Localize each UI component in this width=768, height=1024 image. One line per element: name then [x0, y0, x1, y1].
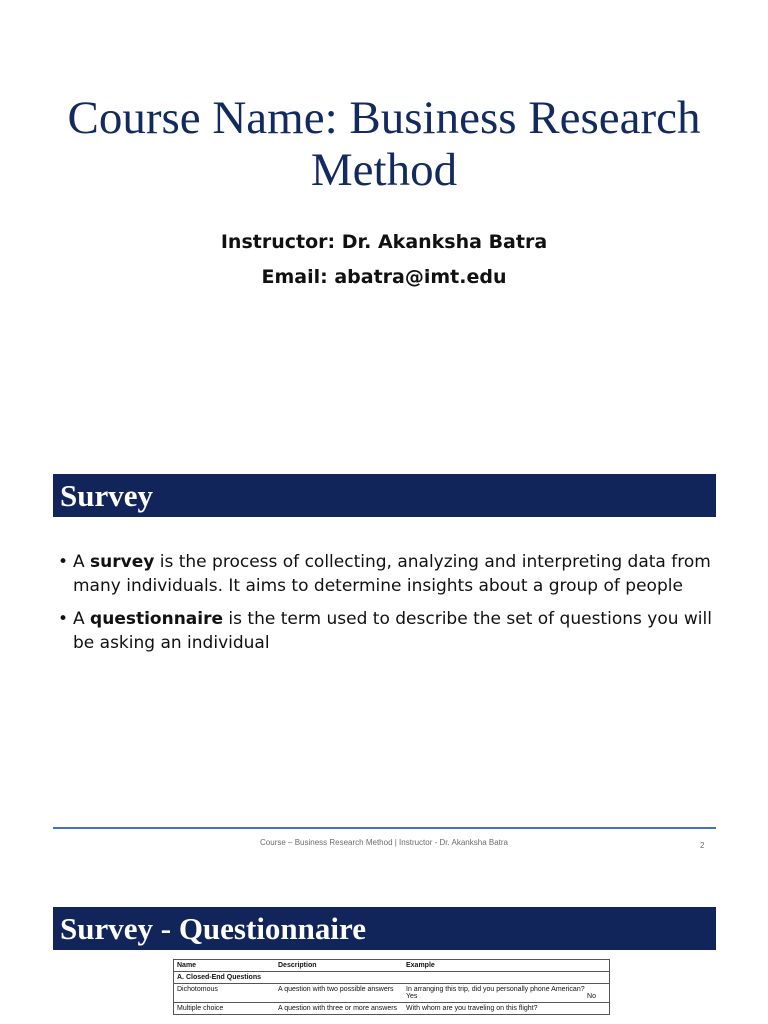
- section-label: A. Closed-End Questions: [177, 974, 262, 981]
- instructor-email: Email: abatra@imt.edu: [261, 266, 507, 288]
- column-header: Description: [278, 962, 317, 969]
- option-yes: Yes: [406, 993, 418, 1000]
- page-number: 2: [700, 841, 705, 850]
- example-options: [406, 993, 606, 1000]
- table-row: [174, 984, 609, 1003]
- table-row: [174, 1003, 609, 1015]
- column-header: Name: [177, 962, 197, 969]
- questionnaire-title: Survey - Questionnaire: [60, 911, 366, 946]
- bullet-dot-icon: •: [58, 609, 69, 629]
- survey-title-bar: [53, 474, 716, 517]
- table-cell: A question with two possible answers: [278, 986, 394, 993]
- course-title: [0, 92, 768, 196]
- table-header-row: [174, 960, 609, 972]
- survey-bullet-list: [58, 550, 718, 664]
- example-text: In arranging this trip, did you personally phone American?: [406, 986, 585, 993]
- bullet-item: • A survey is the process of collecting, analyzing and interpreting data from many individuals. It aims to determine insights about a group of people: [58, 552, 711, 596]
- footer-divider: [53, 827, 716, 829]
- column-header: Example: [406, 962, 435, 969]
- course-title-line-1: Course Name: Business Research: [67, 92, 701, 144]
- bullet-keyword: survey: [90, 552, 155, 572]
- questionnaire-title-bar: [53, 907, 716, 950]
- bullet-dot-icon: •: [58, 552, 69, 572]
- bullet-item: • A questionnaire is the term used to describe the set of questions you will be asking an individual: [58, 609, 712, 653]
- option-no: No: [587, 993, 596, 1000]
- question-types-table: [173, 959, 610, 1015]
- bullet-keyword: questionnaire: [90, 609, 224, 629]
- table-cell: A question with three or more answers: [278, 1005, 398, 1012]
- course-title-line-2: Method: [310, 144, 458, 196]
- table-cell: With whom are you traveling on this flight?: [406, 1005, 538, 1012]
- table-cell: Multiple choice: [177, 1005, 224, 1012]
- slide-footer: Course – Business Research Method | Instructor - Dr. Akanksha Batra: [260, 838, 508, 847]
- table-cell: [403, 984, 609, 1002]
- survey-title: Survey: [60, 478, 153, 513]
- table-cell: Dichotomous: [177, 986, 218, 993]
- instructor-name: Instructor: Dr. Akanksha Batra: [220, 231, 548, 253]
- table-section-row: [174, 972, 609, 984]
